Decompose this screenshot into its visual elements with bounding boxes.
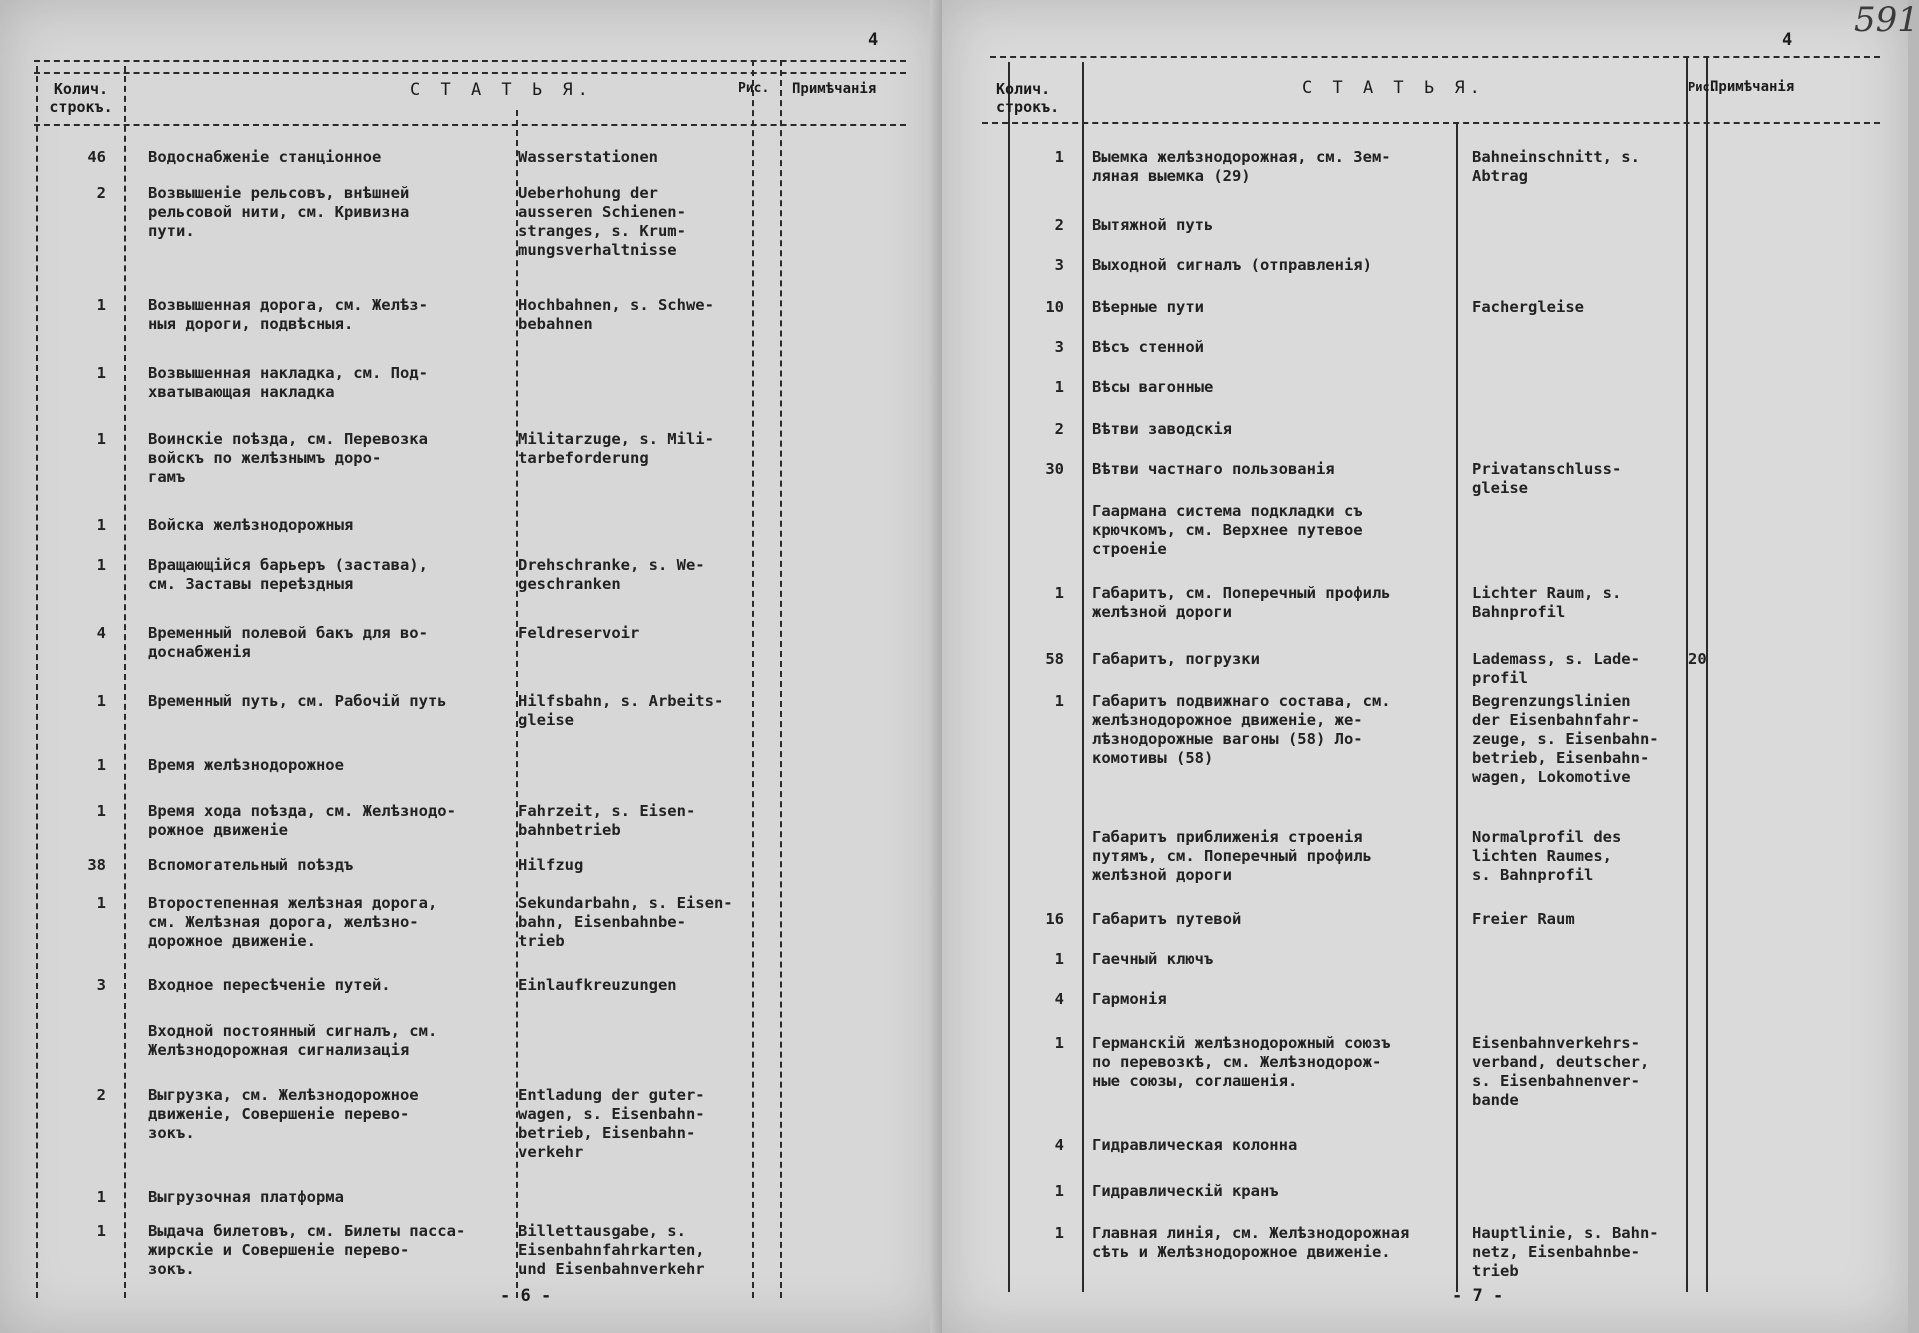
row-count: 1: [1054, 148, 1064, 166]
table-left-border: [36, 66, 38, 1298]
row-count: 2: [1054, 216, 1064, 234]
row-russian-term: Возвышенная дорога, см. Желѣз- ныя дороги, подвѣсныя.: [148, 296, 428, 333]
row-count: 1: [1054, 1182, 1064, 1200]
row-russian-term: Выгрузочная платформа: [148, 1188, 344, 1206]
page-footer: - 7 -: [1452, 1286, 1504, 1306]
header-count: Колич. строкъ.: [996, 80, 1060, 116]
row-count: 4: [1054, 1136, 1064, 1154]
row-count: 4: [96, 624, 106, 642]
right-page: [942, 0, 1919, 1333]
col-divider-notes: [780, 60, 782, 1298]
row-russian-term: Водоснабженіе станціонное: [148, 148, 382, 166]
row-russian-term: Возвышенная накладка, см. Под- хватывающая накладка: [148, 364, 428, 401]
row-count: 1: [96, 556, 106, 574]
row-german-term: Bahneinschnitt, s. Abtrag: [1472, 148, 1640, 185]
row-german-term: Hilfzug: [518, 856, 584, 874]
row-german-term: Ueberhohung der ausseren Schienen- stranges, s. Krum- mungsverhaltnisse: [518, 184, 686, 259]
row-count: 4: [1054, 990, 1064, 1008]
row-russian-term: Вѣерные пути: [1092, 298, 1204, 316]
col-divider-count: [1082, 62, 1084, 1292]
page-number-top: 4: [1782, 30, 1793, 50]
row-russian-term: Вспомогательный поѣздъ: [148, 856, 354, 874]
row-count: 30: [1045, 460, 1064, 478]
row-german-term: Hochbahnen, s. Schwe- bebahnen: [518, 296, 714, 333]
header-fig: Рис.: [1688, 80, 1717, 94]
header-fig: Рис.: [738, 81, 770, 96]
row-count: 1: [96, 894, 106, 912]
row-russian-term: Габаритъ приближенія строенія путямъ, см. Поперечный профиль желѣзной дороги: [1092, 828, 1372, 884]
row-russian-term: Габаритъ, погрузки: [1092, 650, 1260, 668]
row-russian-term: Выдача билетовъ, см. Билеты пасса- жирскіе и Совершеніе перево- зокъ.: [148, 1222, 466, 1278]
row-russian-term: Входной постоянный сигналъ, см. Желѣзнодорожная сигнализація: [148, 1022, 438, 1059]
row-count: 10: [1045, 298, 1064, 316]
row-count: 1: [1054, 1034, 1064, 1052]
row-russian-term: Второстепенная желѣзная дорога, см. Желѣзная дорога, желѣзно- дорожное движеніе.: [148, 894, 438, 950]
row-russian-term: Гаечный ключъ: [1092, 950, 1214, 968]
row-count: 58: [1045, 650, 1064, 668]
row-german-term: Privatanschluss- gleise: [1472, 460, 1622, 497]
row-russian-term: Временный путь, см. Рабочій путь: [148, 692, 447, 710]
row-german-term: Normalprofil des lichten Raumes, s. Bahnprofil: [1472, 828, 1622, 884]
row-count: 1: [1054, 378, 1064, 396]
row-figure-number: 20: [1688, 650, 1707, 668]
row-german-term: Hauptlinie, s. Bahn- netz, Eisenbahnbe- trieb: [1472, 1224, 1659, 1280]
row-russian-term: Вѣсъ стенной: [1092, 338, 1204, 356]
row-count: 2: [1054, 420, 1064, 438]
row-russian-term: Гидравлическій кранъ: [1092, 1182, 1279, 1200]
row-russian-term: Вѣтви частнаго пользованія: [1092, 460, 1335, 478]
row-count: 46: [87, 148, 106, 166]
col-divider-count: [124, 66, 126, 1298]
header-bottom-border: [34, 124, 906, 126]
row-russian-term: Время желѣзнодорожное: [148, 756, 344, 774]
row-russian-term: Гаармана система подкладки съ крючкомъ, см. Верхнее путевое строеніе: [1092, 502, 1363, 558]
row-german-term: Drehschranke, s. We- geschranken: [518, 556, 705, 593]
row-german-term: Lademass, s. Lade- profil: [1472, 650, 1640, 687]
header-article: С Т А Т Ь Я.: [410, 80, 593, 100]
row-russian-term: Войска желѣзнодорожныя: [148, 516, 354, 534]
row-german-term: Entladung der guter- wagen, s. Eisenbahn- betrieb, Eisenbahn- verkehr: [518, 1086, 705, 1161]
row-count: 1: [1054, 950, 1064, 968]
header-article: С Т А Т Ь Я.: [1302, 78, 1485, 98]
row-count: 1: [96, 430, 106, 448]
row-russian-term: Выгрузка, см. Желѣзнодорожное движеніе, Совершеніе перево- зокъ.: [148, 1086, 419, 1142]
row-count: 38: [87, 856, 106, 874]
row-russian-term: Главная линія, см. Желѣзнодорожная сѣть и Желѣзнодорожное движеніе.: [1092, 1224, 1410, 1261]
row-russian-term: Вращающійся барьеръ (застава), см. Заставы переѣздныя: [148, 556, 428, 593]
row-count: 1: [1054, 584, 1064, 602]
row-russian-term: Вытяжной путь: [1092, 216, 1214, 234]
row-german-term: Freier Raum: [1472, 910, 1575, 928]
row-count: 1: [96, 1188, 106, 1206]
table-top-border: [34, 60, 906, 62]
row-count: 2: [96, 184, 106, 202]
row-count: 1: [1054, 1224, 1064, 1242]
row-count: 1: [1054, 692, 1064, 710]
row-russian-term: Возвышеніе рельсовъ, внѣшней рельсовой нити, см. Кривизна пути.: [148, 184, 410, 240]
left-page: [0, 0, 942, 1333]
row-russian-term: Время хода поѣзда, см. Желѣзнодо- рожное движеніе: [148, 802, 456, 839]
row-russian-term: Выемка желѣзнодорожная, см. Зем- ляная выемка (29): [1092, 148, 1391, 185]
table-left-border: [1008, 62, 1010, 1292]
row-german-term: Fachergleise: [1472, 298, 1584, 316]
row-count: 2: [96, 1086, 106, 1104]
row-count: 1: [96, 756, 106, 774]
row-count: 1: [96, 364, 106, 382]
row-german-term: Wasserstationen: [518, 148, 658, 166]
row-russian-term: Германскій желѣзнодорожный союзъ по перевозкѣ, см. Желѣзнодорож- ные союзы, соглашенія.: [1092, 1034, 1391, 1090]
table-top-border: [990, 56, 1880, 58]
row-russian-term: Входное пересѣченіе путей.: [148, 976, 391, 994]
handwritten-folio-number: 591: [1854, 0, 1919, 40]
page-footer: - 6 -: [500, 1286, 552, 1306]
table-top-border-2: [34, 72, 906, 74]
row-german-term: Militarzuge, s. Mili- tarbeforderung: [518, 430, 714, 467]
row-german-term: Billettausgabe, s. Eisenbahnfahrkarten, und Eisenbahnverkehr: [518, 1222, 705, 1278]
col-divider-notes: [1706, 56, 1708, 1292]
row-russian-term: Вѣсы вагонные: [1092, 378, 1214, 396]
row-russian-term: Воинскіе поѣзда, см. Перевозка войскъ по желѣзнымъ доро- гамъ: [148, 430, 428, 486]
col-divider-german: [1456, 122, 1458, 1292]
row-russian-term: Гидравлическая колонна: [1092, 1136, 1298, 1154]
header-notes: Примѣчанія: [1710, 79, 1795, 95]
row-russian-term: Габаритъ, см. Поперечный профиль желѣзной дороги: [1092, 584, 1391, 621]
row-german-term: Begrenzungslinien der Eisenbahnfahr- zeuge, s. Eisenbahn- betrieb, Eisenbahn- wagen, Lokomotive: [1472, 692, 1659, 786]
row-german-term: Feldreservoir: [518, 624, 640, 642]
row-russian-term: Вѣтви заводскія: [1092, 420, 1232, 438]
row-count: 1: [96, 516, 106, 534]
row-count: 1: [96, 296, 106, 314]
row-russian-term: Гармонія: [1092, 990, 1167, 1008]
row-count: 1: [96, 1222, 106, 1240]
row-russian-term: Временный полевой бакъ для во- доснабженія: [148, 624, 428, 661]
row-german-term: Einlaufkreuzungen: [518, 976, 677, 994]
row-count: 3: [1054, 338, 1064, 356]
row-count: 1: [96, 802, 106, 820]
header-notes: Примѣчанія: [792, 81, 877, 97]
header-bottom-border: [982, 122, 1880, 124]
row-russian-term: Габаритъ подвижнаго состава, см. желѣзнодорожное движеніе, же- лѣзнодорожные вагоны (58) Ло- комотивы (58): [1092, 692, 1391, 767]
row-german-term: Hilfsbahn, s. Arbeits- gleise: [518, 692, 724, 729]
page-number-top: 4: [868, 30, 879, 50]
row-count: 3: [1054, 256, 1064, 274]
col-divider-fig: [1686, 56, 1688, 1292]
row-russian-term: Габаритъ путевой: [1092, 910, 1242, 928]
row-german-term: Fahrzeit, s. Eisen- bahnbetrieb: [518, 802, 696, 839]
row-russian-term: Выходной сигналъ (отправленія): [1092, 256, 1372, 274]
header-count: Колич. строкъ.: [49, 80, 113, 116]
row-german-term: Eisenbahnverkehrs- verband, deutscher, s. Eisenbahnenver- bande: [1472, 1034, 1650, 1109]
row-count: 1: [96, 692, 106, 710]
row-count: 3: [96, 976, 106, 994]
row-german-term: Sekundarbahn, s. Eisen- bahn, Eisenbahnbe- trieb: [518, 894, 733, 950]
row-german-term: Lichter Raum, s. Bahnprofil: [1472, 584, 1622, 621]
row-count: 16: [1045, 910, 1064, 928]
